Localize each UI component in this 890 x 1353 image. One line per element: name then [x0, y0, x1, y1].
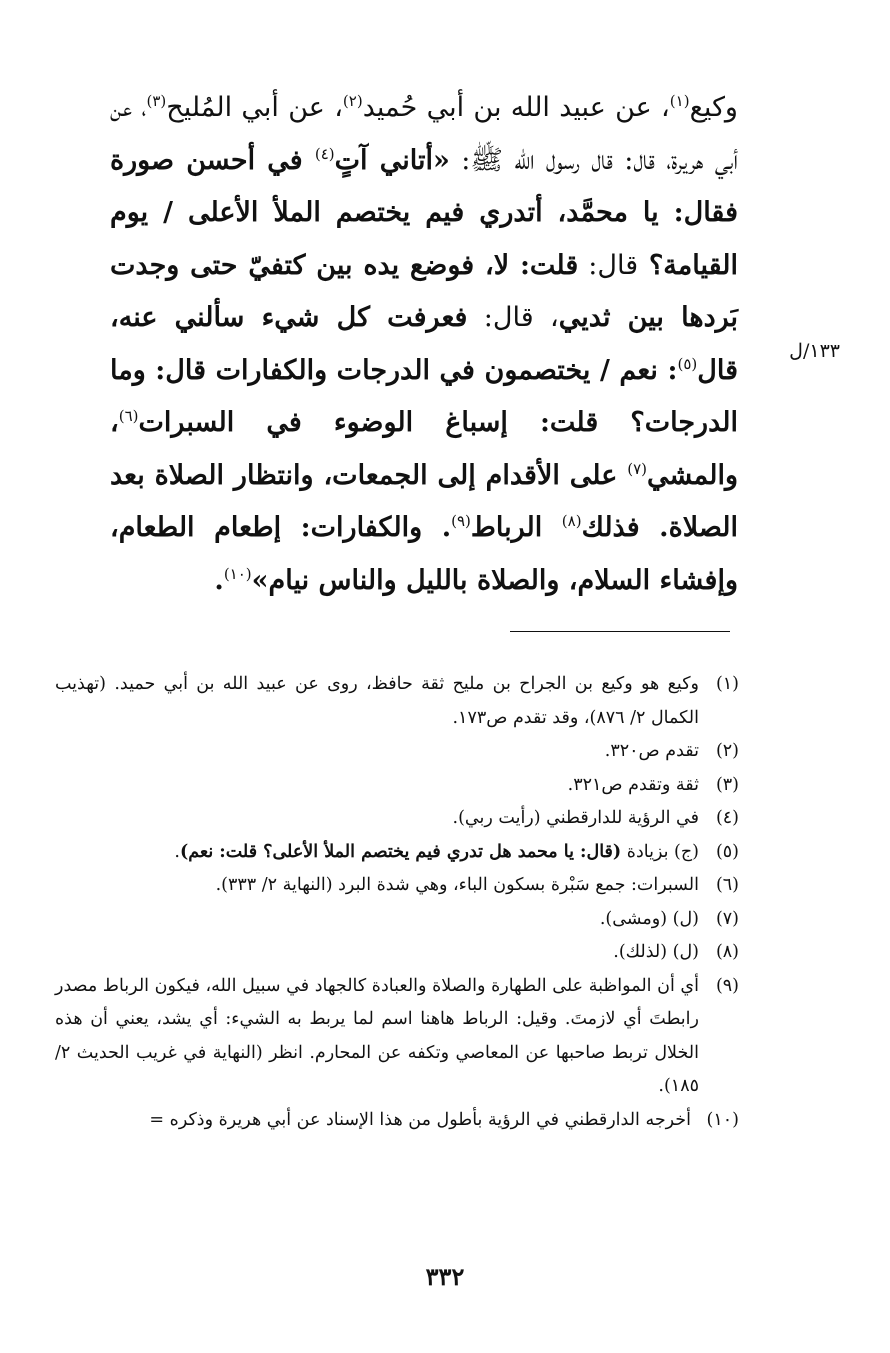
footnote-number: (١) [715, 674, 739, 694]
footnote-text [55, 836, 699, 870]
footnote-number: (٣) [715, 774, 739, 795]
footnote-text: ثقة وتقدم ص٣٢١. [567, 774, 699, 795]
text-segment: ، عن أبي المُليح [166, 92, 343, 123]
footnote-7 [55, 903, 739, 937]
footnote-ref-8[interactable]: (٨) [561, 512, 582, 530]
footnote-text: أخرجه الدارقطني في الرؤية بأطول من هذا الإسناد عن أبي هريرة وذكره = [149, 1109, 691, 1130]
footnote-ref-5[interactable]: (٥) [677, 354, 698, 373]
footnote-number: (٧) [715, 908, 739, 929]
footnote-5 [55, 836, 739, 870]
footnote-4 [55, 802, 739, 836]
footnote-ref-3[interactable]: (٣) [146, 92, 167, 110]
footnote-ref-10[interactable]: (١٠) [223, 564, 252, 583]
main-text [110, 82, 738, 607]
footnote-text: أي أن المواظبة على الطهارة والصلاة والعبادة كالجهاد في سبيل الله، فيكون الرباط مصدر رابطتَ أي لازمتَ. وقيل: الرباط هاهنا اسم لما يربط به الشيء: أي يشد، يعني أن هذه الخلال تربط صاحبها عن المعاصي وتكفه عن المحارم. انظر (النهاية في غريب الحديث ٢/ ١٨٥). [55, 975, 699, 1096]
footnote-text-part: (ج) بزيادة [621, 841, 699, 862]
footnote-ref-2[interactable]: (٢) [342, 92, 363, 110]
hadith-text: ، والمشي [110, 407, 738, 491]
footnote-ref-4[interactable]: (٤) [314, 144, 335, 163]
footnote-1 [55, 668, 739, 735]
footnote-text: (ل) (لذلك). [613, 942, 699, 962]
text-segment: ، عن أبي هريرة، قال: قال رسول الله ﷺ: [110, 92, 738, 176]
footnote-number: (١٠) [706, 1109, 739, 1130]
footnote-text: في الرؤية للدارقطني (رأيت ربي). [452, 808, 699, 828]
text-segment: ، قال: [467, 302, 559, 333]
footnote-8 [55, 936, 739, 970]
hadith-paragraph [110, 82, 738, 607]
footnote-number: (٦) [715, 875, 739, 895]
hadith-text: الرباط [470, 512, 562, 543]
hadith-text: . والكفارات: إطعام الطعام، وإفشاء السلام، والصلاة بالليل والناس نيام» [110, 512, 738, 596]
hadith-text: «أتاني آتٍ [334, 144, 450, 176]
hadith-text: فعرفت كل شيء سألني عنه، قال [110, 302, 738, 386]
footnote-2 [55, 735, 739, 769]
footnote-number: (٩) [715, 975, 739, 996]
footnote-ref-9[interactable]: (٩) [451, 512, 471, 530]
hadith-text: في أحسن صورة فقال: يا محمَّد، أتدري فيم يختصم الملأ الأعلى / يوم القيامة؟ [110, 144, 738, 281]
page-number: ٣٣٢ [425, 1262, 465, 1291]
footnote-number: (٤) [715, 808, 739, 828]
footnote-3 [55, 769, 739, 803]
footnote-ref-6[interactable]: (٦) [118, 407, 139, 425]
footnote-separator [510, 631, 730, 632]
footnote-text-part: . [174, 841, 180, 862]
text-segment: ، عن عبيد الله بن أبي حُميد [362, 92, 670, 123]
footnote-text: (ل) (ومشى). [599, 908, 699, 929]
text-segment: قال: [578, 249, 639, 281]
footnotes [55, 668, 739, 1137]
footnote-quote: (قال: يا محمد هل تدري فيم يختصم الملأ الأعلى؟ قلت: نعم) [179, 841, 622, 862]
footnote-number: (٢) [715, 741, 739, 761]
manuscript-margin-note: ١٣٣/ل [789, 340, 840, 362]
hadith-text: قلت: لا، فوضع يده بين كتفيّ حتى وجدت بَردها بين ثديي [110, 249, 739, 333]
footnote-text: وكيع هو وكيع بن الجراح بن مليح ثقة حافظ، روى عن عبيد الله بن أبي حميد. (تهذيب الكمال ٢/ ٨٧٦)، وقد تقدم ص١٧٣. [55, 674, 699, 728]
hadith-text: على الأقدام إلى الجمعات، وانتظار الصلاة بعد الصلاة. فذلك [110, 459, 738, 543]
hadith-text: . [214, 564, 224, 596]
footnote-text: السبرات: جمع سَبْرة بسكون الباء، وهي شدة البرد (النهاية ٢/ ٣٣٣). [215, 875, 699, 895]
footnote-ref-7[interactable]: (٧) [627, 459, 648, 478]
footnote-6 [55, 869, 739, 903]
text-segment: وكيع [689, 92, 738, 123]
footnote-text: تقدم ص٣٢٠. [604, 741, 699, 761]
footnote-10 [55, 1104, 739, 1138]
hadith-text: : نعم / يختصمون في الدرجات والكفارات قال: وما الدرجات؟ قلت: إسباغ الوضوء في السبرات [110, 354, 738, 438]
footnote-9 [55, 970, 739, 1104]
footnote-ref-1[interactable]: (١) [669, 92, 690, 110]
footnote-number: (٥) [715, 841, 739, 862]
footnote-number: (٨) [715, 942, 739, 962]
